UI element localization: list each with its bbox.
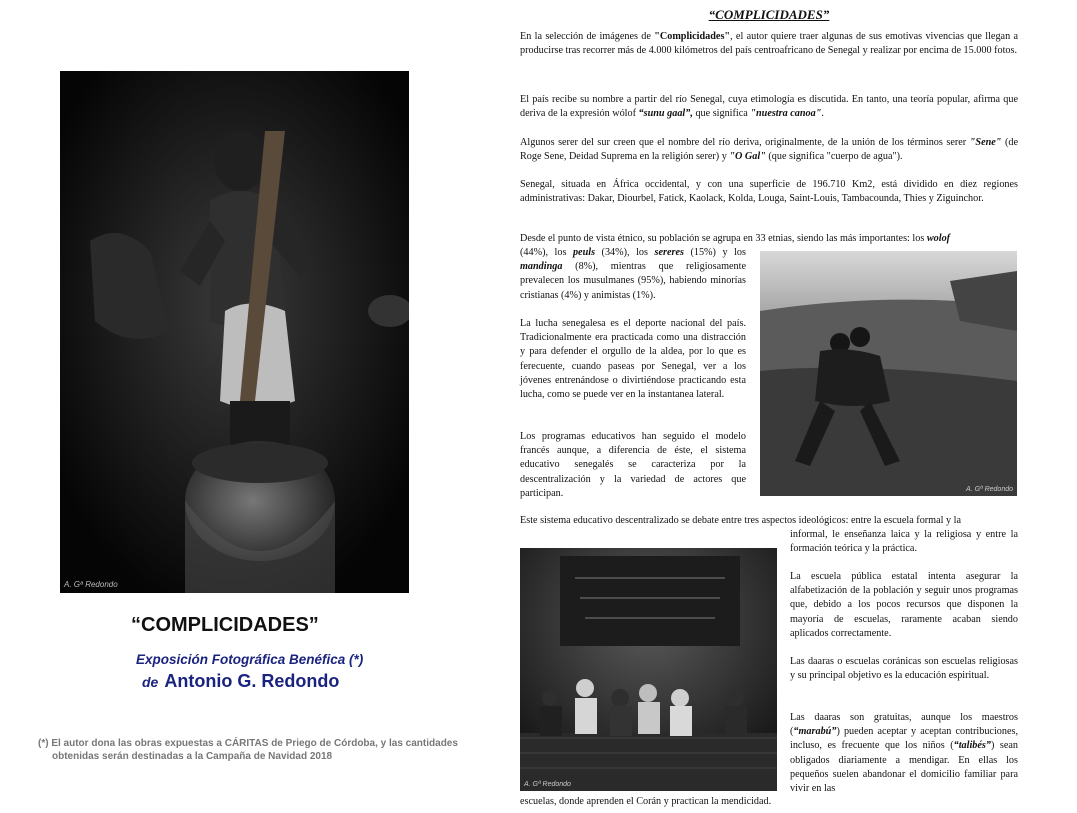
text-run: . [821,108,824,120]
photo-koranic-school [520,548,777,791]
text-run: (15%) y los [683,247,746,258]
exhibition-subtitle: Exposición Fotográfica Benéfica (*) [136,652,364,667]
photo-boy-pestle [60,71,409,593]
text-run: "nuestra canoa" [750,108,822,120]
text-run: El país recibe su nombre a partir del río Senegal, cuya etimología es discutida. En tanto, una teoría popular, afirma que deriva de la expresión wólof [520,94,1018,120]
text-run: Algunos serer del sur creen que el nombre del río deriva, originalmente, de la unión de los términos serer [520,137,970,148]
text-run: La escuela pública estatal intenta asegurar la alfabetización de la población y seguir unos programas que, debido a los pocos recursos que disponen la mayoría de escuelas, raramente acaban siendo aplicados correctamente. [790,571,1018,639]
text-run: wolof [926,233,951,244]
paragraph-ethnicity [520,232,1018,246]
text-run: Las daaras o escuelas coránicas son escuelas religiosas y su principal objetivo es la educación espiritual. [790,656,1018,682]
text-run: "Complicidades" [654,31,731,42]
text-run: (que significa "cuerpo de agua"). [765,151,903,163]
paragraph-intro [520,30,1018,58]
author-prefix: de [142,674,159,690]
text-run: “sunu gaal”, [638,108,693,120]
donation-note-line-2: obtenidas serán destinadas a la Campaña de Navidad 2018 [52,751,333,762]
text-run: Los programas educativos han seguido el modelo francés aunque, a diferencia de éste, el sistema educativo senegalés se caracteriza por la descentralización y la variedad de actores que participan. [520,431,746,499]
photo-koranic-school-signature: A. Gª Redondo [524,781,571,788]
text-run: (8%), mientras que religiosamente prevalecen los musulmanes (95%), habiendo minorías cristianas (4%) y animistas (1%). [520,261,746,301]
paragraph-system [520,514,1018,528]
cover-title: “COMPLICIDADES” [131,614,319,636]
text-run: "O Gal" [729,151,766,163]
photo-koranic-school-graphic [520,548,777,791]
donation-note [38,737,478,763]
paragraph-daaras [790,655,1018,683]
text-run: La lucha senegalesa es el deporte nacional del país. Tradicionalmente era practicada como una distracción y para defender el orgullo de la aldea, por lo que es ferecuente, cuando paseas por Senegal, ver a los jóvenes entrenándose o divirtiéndose practicando esta lucha, como se puede ver en la instantanea lateral. [520,318,746,401]
paragraph-public-school [790,570,1018,641]
author-line [142,671,339,692]
paragraph-wrestling [520,317,746,402]
paragraph-serer [520,136,1018,164]
paragraph-daaras-end [520,795,1018,809]
text-run: ) sean obligados diariamente a mendigar. En ellas los pequeños suelen abandonar el domicilio familiar para vivir en las [790,740,1018,795]
text-run: Este sistema educativo descentralizado se debate entre tres aspectos ideológicos: entre la escuela formal y la [520,515,961,526]
text-run: (de Roge Sene, Deidad Suprema en la religión serer) y [520,137,1018,163]
photo-boy-pestle-graphic [60,71,409,593]
text-run: En la selección de imágenes de [520,31,655,42]
paragraph-ethnicity-cont [520,246,746,303]
left-page [0,0,490,813]
paragraph-geography [520,178,1018,206]
text-run: (44%), los [520,247,573,258]
paragraph-etymology [520,93,1018,121]
paragraph-daaras-free [790,711,1018,796]
text-run: "Sene" [969,137,1002,148]
text-run: Desde el punto de vista étnico, su población se agrupa en 33 etnias, siendo las más importantes: los [520,233,927,244]
author-name: Antonio G. Redondo [164,671,340,691]
text-run: Las daaras son gratuitas, aunque los maestros ( [790,712,1018,738]
text-run: “talibés” [953,740,991,752]
photo-wrestlers-signature: A. Gª Redondo [966,486,1013,493]
right-page [520,0,1018,813]
text-run: escuelas, donde aprenden el Corán y practican la mendicidad. [520,796,772,807]
text-run: mandinga [520,261,563,273]
text-run: informal, le enseñanza laica y la religiosa y entre la formación teórica y la práctica. [790,529,1018,555]
text-run: ) pueden aceptar y aceptan contribuciones, incluso, es frecuente que los niños ( [790,726,1018,752]
text-run: que significa [692,108,751,120]
text-run: , el autor quiere traer algunas de sus emotivas vivencias que llegan a producirse tras recorrer más de 4.000 kilómetros del país centroafricano de Senegal y realizar por encima de 15.000 fotos. [520,31,1019,57]
donation-note-line-1: (*) El autor dona las obras expuestas a CÁRITAS de Priego de Córdoba, y las cantidades [38,738,458,749]
photo-signature: A. Gª Redondo [64,580,118,589]
paragraph-system-cont [790,528,1018,556]
text-run: peuls [572,247,596,258]
text-run: “marabú” [793,726,837,738]
text-run: Senegal, situada en África occidental, y con una superficie de 196.710 Km2, está dividido en diez regiones administrativas: Dakar, Diourbel, Fatick, Kaolack, Kolda, Louga, Saint-Louis, Tambacounda, Thies y Ziguinchor. [520,179,1018,205]
page-heading: “COMPLICIDADES” [708,7,830,22]
photo-wrestlers-graphic [760,251,1017,496]
text-run: sereres [654,247,684,258]
paragraph-education [520,430,746,501]
photo-wrestlers [760,251,1017,496]
text-run: (34%), los [595,247,655,258]
